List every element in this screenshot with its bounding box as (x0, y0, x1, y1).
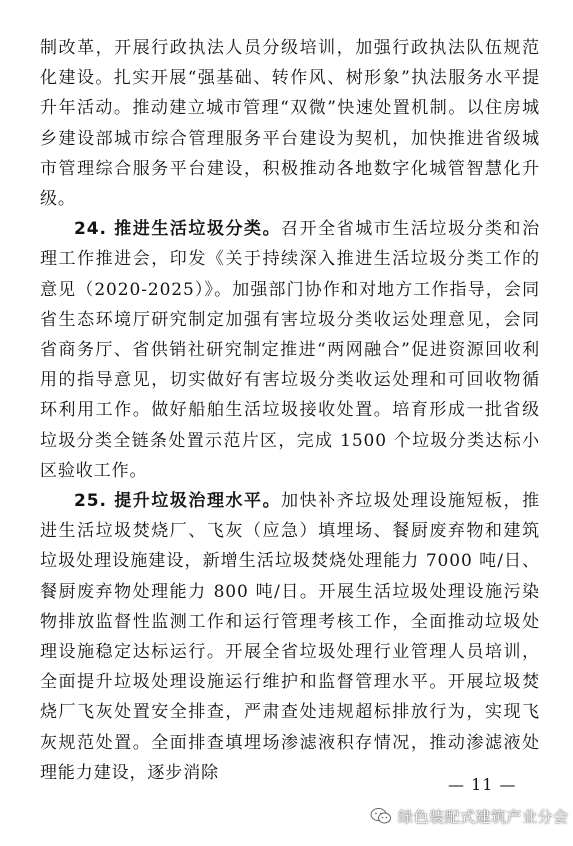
watermark-text: 绿色装配式建筑产业分会 (398, 807, 569, 826)
item-25-body: 加快补齐垃圾处理设施短板，推进生活垃圾焚烧厂、飞灰（应急）填埋场、餐厨废弃物和建筑垃圾处理设施建设，新增生活垃圾焚烧处理能力 7000 吨/日、餐厨废弃物处理能力 800 吨/日。开展生活垃圾处理设施污染物排放监督性监测工作和运行管理考核工作，全面推动垃圾处理设施稳定达标运行。开展全省垃圾处理行业管理人员培训，全面提升垃圾处理设施运行维护和监督管理水平。开展垃圾焚烧厂飞灰处置安全排查，严肃查处违规超标排放行为，实现飞灰规范处置。全面排查填埋场渗滤液积存情况，推动渗滤液处理能力建设，逐步消除 (40, 491, 540, 783)
wechat-watermark (370, 803, 569, 829)
page-number: — 11 — (448, 775, 517, 794)
document-body (40, 33, 540, 788)
paragraph-item-24 (40, 214, 540, 486)
paragraph-continuation: 制改革，开展行政执法人员分级培训，加强行政执法队伍规范化建设。扎实开展“强基础、转作风、树形象”执法服务水平提升年活动。推动建立城市管理“双微”快速处置机制。以住房城乡建设部城市综合管理服务平台建设为契机，加快推进省级城市管理综合服务平台建设，积极推动各地数字化城管智慧化升级。 (40, 38, 540, 210)
wechat-icon (370, 807, 392, 825)
item-25-heading: 25. 提升垃圾治理水平。 (74, 491, 282, 512)
item-24-heading: 24. 推进生活垃圾分类。 (74, 219, 282, 240)
item-24-body: 召开全省城市生活垃圾分类和治理工作推进会，印发《关于持续深入推进生活垃圾分类工作的意见（2020-2025）》。加强部门协作和对地方工作指导，会同省生态环境厅研究制定加强有害垃圾分类收运处理意见，会同省商务厅、省供销社研究制定推进“两网融合”促进资源回收利用的指导意见，切实做好有害垃圾分类收运处理和可回收物循环利用工作。做好船舶生活垃圾接收处置。培育形成一批省级垃圾分类全链条处置示范片区，完成 1500 个垃圾分类达标小区验收工作。 (40, 219, 540, 481)
paragraph-item-25 (40, 486, 540, 788)
